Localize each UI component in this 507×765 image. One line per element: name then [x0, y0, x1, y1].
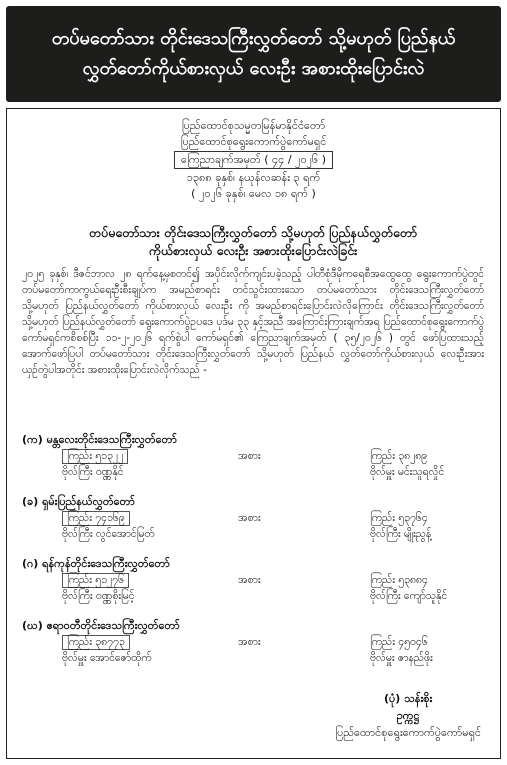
- new-service-no: ကြည်း ၄၅၀၄၆: [370, 636, 428, 648]
- section-d: [22, 618, 484, 666]
- old-name: ဗိုလ်မှူး အောင်ဇော်ထိုက်: [62, 652, 152, 664]
- signature-block: [335, 690, 481, 741]
- old-service-no: ကြည်း ၅၁၃၂၂: [62, 449, 128, 464]
- replace-word: အစား: [238, 450, 261, 462]
- issuer-country: ပြည်ထောင်စုသမ္မတမြန်မာနိုင်ငံတော်: [181, 119, 326, 132]
- old-name: ဗိုလ်ကြီး လွင်အောင်မြတ်: [62, 528, 155, 540]
- section-heading: (ဂ) ရန်ကုန်တိုင်းဒေသကြီးလွှတ်တော်: [22, 557, 170, 570]
- replace-word: အစား: [238, 636, 261, 648]
- section-heading: (က) မန္တလေးတိုင်းဒေသကြီးလွှတ်တော်: [22, 433, 177, 446]
- section-a: [22, 432, 484, 480]
- issuer-block: [0, 118, 507, 202]
- headline-line-2: လွှတ်တော်ကိုယ်စားလှယ် လေးဦး အစားထိုးပြောင်းလဲ: [82, 58, 425, 79]
- replace-word: အစား: [238, 574, 261, 586]
- old-service-no: ကြည်း ၃၈၇၇၃: [62, 635, 130, 650]
- body-paragraph: ၂၀၂၅ ခုနှစ်၊ ဒီဇင်ဘာလ ၂၈ ရက်နေ့မှစတင်၍ အပိုင်းလိုက်ကျင်းပခဲ့သည့် ပါတီစုံဒီမိုကရေစီအထွေထွေ ရွေးကောက်ပွဲတွင် တပ်မတော်ကာကွယ်ရေးဦးစီးချုပ်က အမည်စာရင်း တင်သွင်းထားသော တပ်မတော်သား တိုင်းဒေသကြီးလွှတ်တော် သို့မဟုတ် ပြည်နယ်လွှတ်တော် ကိုယ်စားလှယ် လေးဦး ကို အမည်စာရင်းပြောင်းလဲလိုကြောင်း တိုင်းဒေသကြီးလွှတ်တော် သို့မဟုတ် ပြည်နယ်လွှတ်တော် ရွေးကောက်ပွဲဥပဒေ ပုဒ်မ ၃၃ နှင့်အညီ အကြောင်းကြားချက်အရ ပြည်ထောင်စုရွေးကောက်ပွဲ ကော်မရှင်ကစိစစ်ပြီး ၁၁-၂-၂၀၂၆ ရက်စွဲပါ ကော်မရှင်၏ ကြေညာချက်အမှတ် ( ၃၅/၂၀၂၆ ) တွင် ဖော်ပြထားသည့် အောက်ဖော်ပြပါ တပ်မတော်သား တိုင်းဒေသကြီးလွှတ်တော် သို့မဟုတ် ပြည်နယ် လွှတ်တော်ကိုယ်စားလှယ် လေးဦးအား ယှဉ်တွဲပါအတိုင်း အစားထိုးပြောင်းလဲလိုက်သည် -: [22, 268, 484, 376]
- subtitle-line-1: တပ်မတော်သား တိုင်းဒေသကြီးလွှတ်တော် သို့မဟုတ် ပြည်နယ်လွှတ်တော်: [88, 225, 418, 240]
- signature-org: ပြည်ထောင်စုရွေးကောက်ပွဲကော်မရှင်: [335, 726, 481, 739]
- signature-title: ဥက္ကဋ္ဌ: [396, 709, 420, 722]
- old-name: ဗိုလ်ကြီး ဝဏ္ဏစိုးမြင့်: [62, 590, 135, 602]
- issuer-commission: ပြည်ထောင်စုရွေးကောက်ပွဲကော်မရှင်: [180, 135, 327, 148]
- old-service-no: ကြည်း ၇၄၁၆၉: [62, 511, 130, 526]
- old-name: ဗိုလ်ကြီး ဝဏ္ဏနိုင်: [62, 466, 124, 478]
- new-name: ဗိုလ်ကြီး ကျော်သူနိုင်: [370, 590, 448, 602]
- section-heading: (ဃ) ဧရာဝတီတိုင်းဒေသကြီးလွှတ်တော်: [22, 619, 180, 632]
- signature-note: (ပုံ) သန်းစိုး: [384, 692, 433, 705]
- new-service-no: ကြည်း ၅၃၇၆၄: [370, 512, 428, 524]
- section-heading: (ခ) ရှမ်းပြည်နယ်လွှတ်တော်: [22, 495, 135, 508]
- headline-banner: [6, 6, 501, 102]
- replace-word: အစား: [238, 512, 261, 524]
- new-service-no: ကြည်း ၃၈၂၈၉: [370, 450, 428, 462]
- new-name: ဗိုလ်ကြီး မျိုးညွန့်: [370, 528, 432, 540]
- new-name: ဗိုလ်မှူး မင်းသူရလှိုင်: [370, 466, 445, 478]
- section-c: [22, 556, 484, 604]
- date-lunar: ၁၃၈၈ ခုနှစ်၊ နယုန်လဆန်း ၃ ရက်: [186, 171, 321, 184]
- notice-subtitle: [18, 224, 488, 260]
- date-gregorian: ( ၂၀၂၆ ခုနှစ်၊ မေလ ၁၈ ရက် ): [191, 187, 316, 200]
- new-name: ဗိုလ်မှူး ဇာနည်ဖိုး: [370, 652, 433, 664]
- old-service-no: ကြည်း ၅၁၂၇၆: [62, 573, 129, 588]
- headline-line-1: တပ်မတော်သား တိုင်းဒေသကြီးလွှတ်တော် သို့မဟုတ် ပြည်နယ်: [51, 28, 456, 49]
- section-b: [22, 494, 484, 542]
- new-service-no: ကြည်း ၅၃၈၈၄: [370, 574, 428, 586]
- notice-number: ကြေညာချက်အမှတ် ( ၄၄ / ၂၀၂၆ ): [174, 151, 333, 169]
- subtitle-line-2: ကိုယ်စားလှယ် လေးဦး အစားထိုးပြောင်းလဲခြင်း: [148, 243, 358, 258]
